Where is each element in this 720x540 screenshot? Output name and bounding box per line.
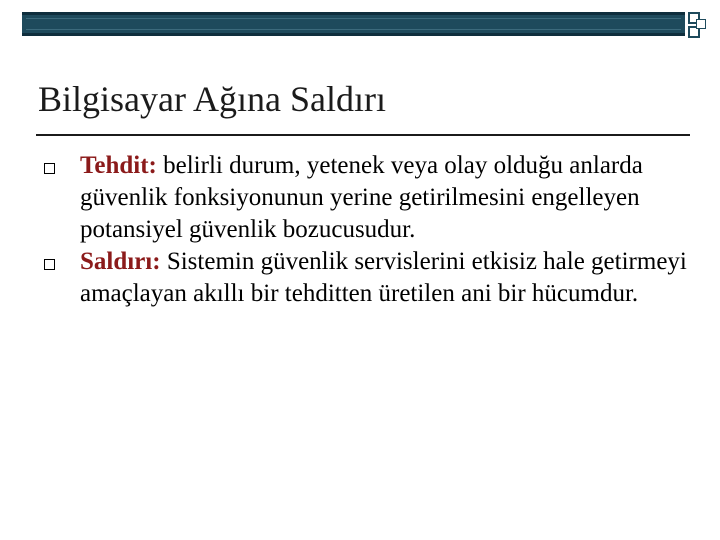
corner-square-icon bbox=[696, 19, 706, 29]
hollow-square-bullet-icon bbox=[44, 163, 55, 174]
top-bar-inner-lines bbox=[26, 18, 681, 30]
bullet-list bbox=[44, 150, 694, 310]
bullet-item-tehdit bbox=[44, 150, 694, 246]
corner-squares-icon bbox=[686, 12, 708, 40]
bullet-text: Sistemin güvenlik servislerini etkisiz hale getirmeyi amaçlayan akıllı bir tehditten üretilen ani bir hücumdur. bbox=[80, 248, 687, 307]
top-decorative-bar bbox=[22, 12, 685, 36]
hollow-square-bullet-icon bbox=[44, 259, 55, 270]
bullet-item-saldiri bbox=[44, 246, 694, 310]
bullet-term: Saldırı: bbox=[80, 248, 161, 275]
bullet-term: Tehdit: bbox=[80, 152, 157, 179]
bullet-text: belirli durum, yetenek veya olay olduğu anlarda güvenlik fonksiyonunun yerine getirilmesini engelleyen potansiyel güvenlik bozucusudur. bbox=[80, 152, 643, 243]
slide-title: Bilgisayar Ağına Saldırı bbox=[38, 79, 386, 119]
title-divider bbox=[36, 134, 690, 136]
